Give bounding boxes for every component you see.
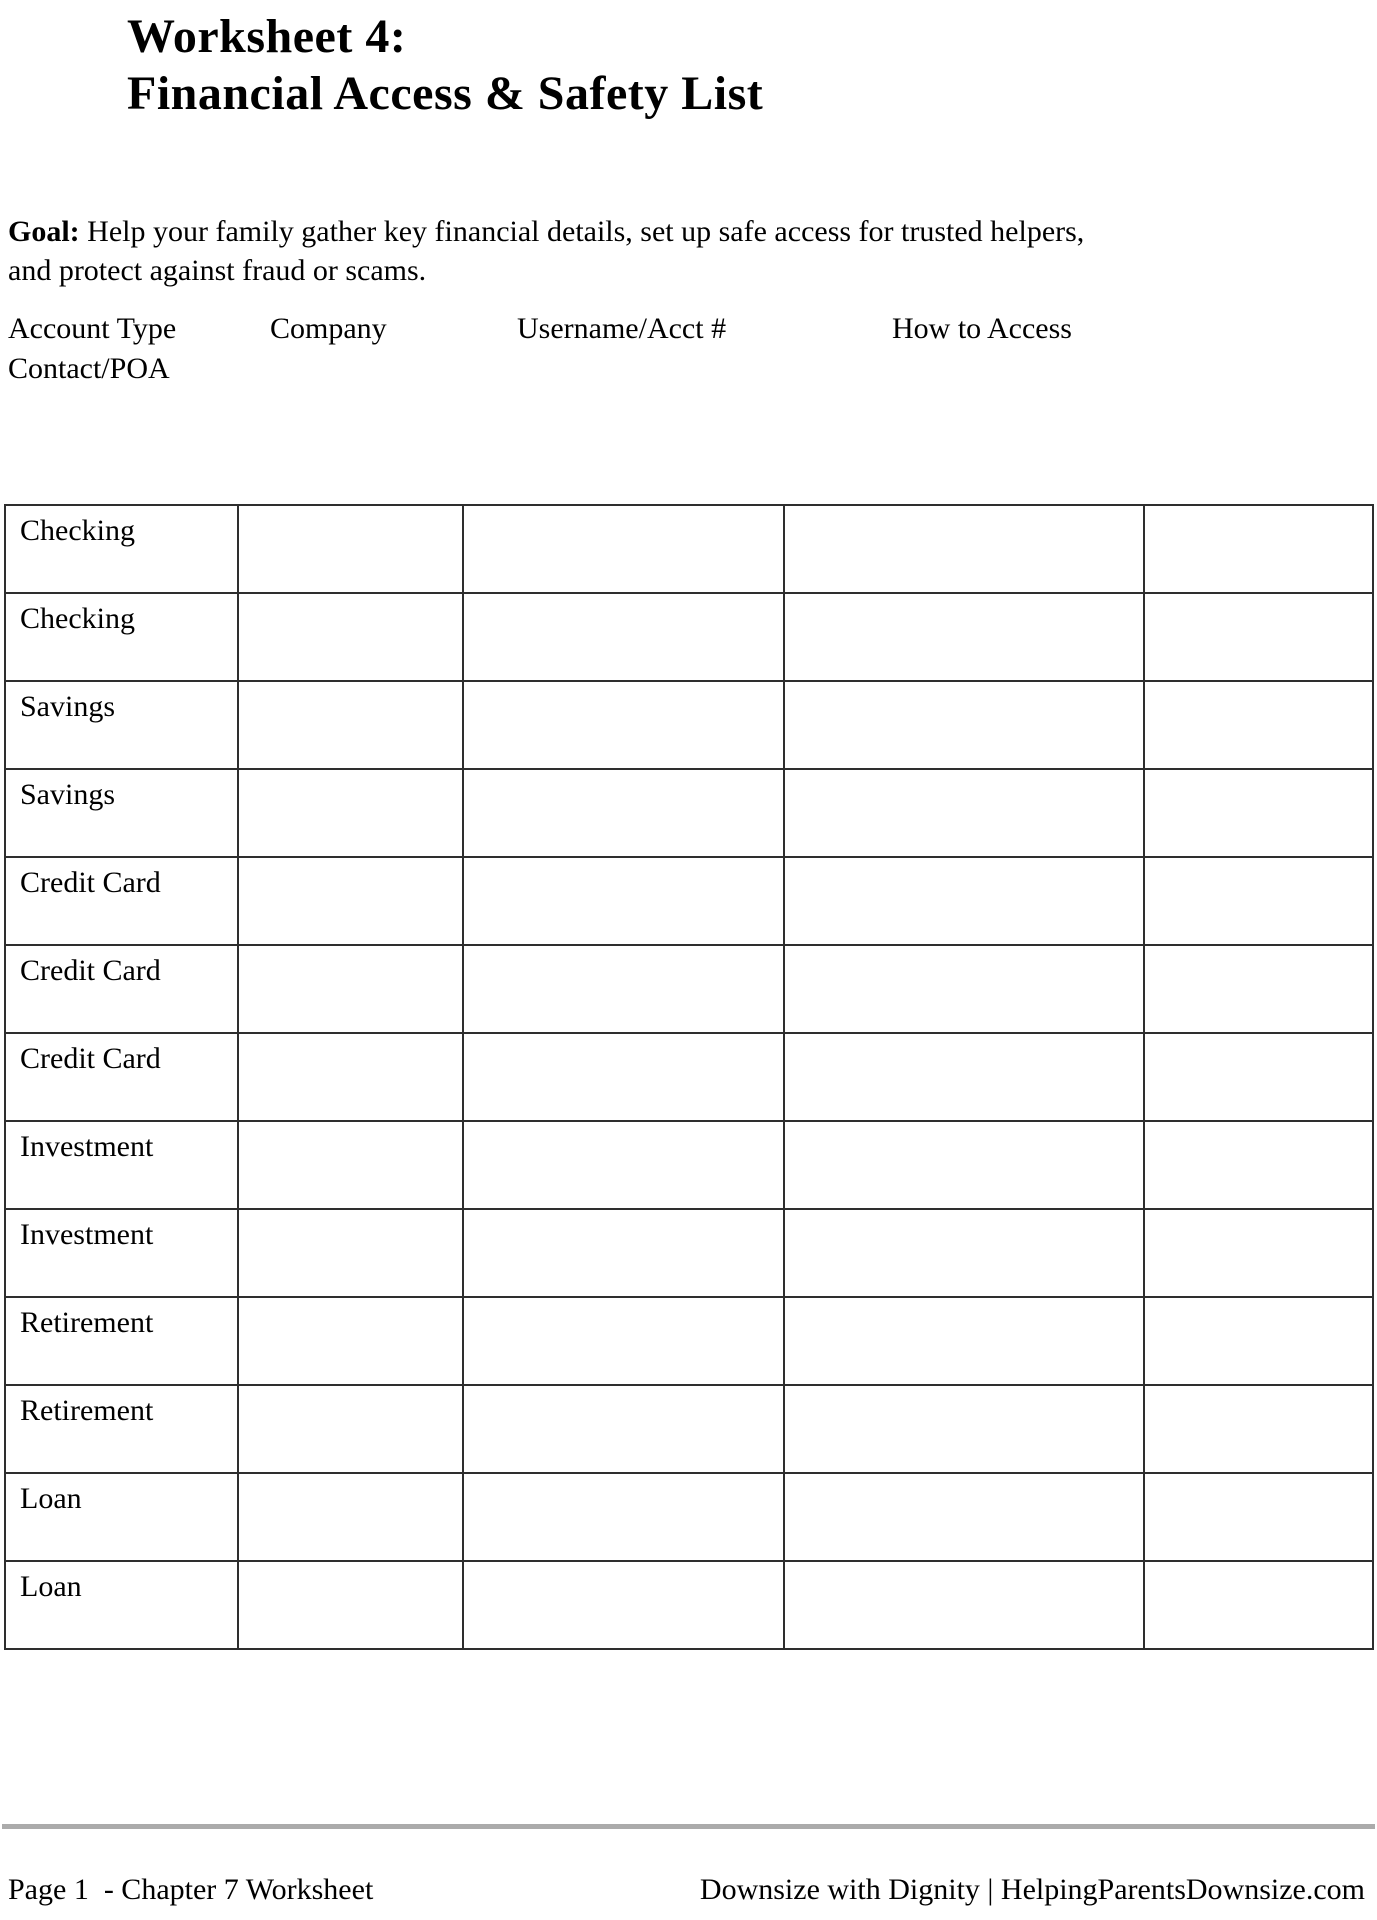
how-to-access-cell [784, 1297, 1144, 1385]
contact-poa-cell [1144, 1121, 1373, 1209]
page-title [127, 8, 763, 122]
account-type-cell: Loan [5, 1473, 238, 1561]
table-row [5, 1297, 1373, 1385]
username-acct-cell [463, 1561, 784, 1649]
account-type-cell: Credit Card [5, 857, 238, 945]
company-cell [238, 505, 463, 593]
account-type-cell: Credit Card [5, 945, 238, 1033]
username-acct-cell [463, 593, 784, 681]
goal-label: Goal: [8, 215, 80, 248]
account-type-cell: Investment [5, 1121, 238, 1209]
contact-poa-cell [1144, 857, 1373, 945]
how-to-access-cell [784, 1121, 1144, 1209]
table-row [5, 1121, 1373, 1209]
table-row [5, 857, 1373, 945]
username-acct-cell [463, 1385, 784, 1473]
company-cell [238, 681, 463, 769]
username-acct-cell [463, 1033, 784, 1121]
contact-poa-cell [1144, 505, 1373, 593]
table-row [5, 505, 1373, 593]
username-acct-cell [463, 1473, 784, 1561]
table-row [5, 1385, 1373, 1473]
username-acct-cell [463, 505, 784, 593]
company-cell [238, 945, 463, 1033]
column-header-account-type: Account Type [8, 312, 177, 345]
page-footer [8, 1870, 1365, 1910]
username-acct-cell [463, 681, 784, 769]
contact-poa-cell [1144, 593, 1373, 681]
how-to-access-cell [784, 1385, 1144, 1473]
title-line-2: Financial Access & Safety List [127, 67, 764, 120]
how-to-access-cell [784, 945, 1144, 1033]
title-line-1: Worksheet 4: [127, 10, 407, 63]
table-row [5, 1033, 1373, 1121]
column-header-company: Company [270, 312, 387, 345]
column-header-username-acct: Username/Acct # [517, 312, 727, 345]
how-to-access-cell [784, 1561, 1144, 1649]
table-row [5, 1561, 1373, 1649]
table-row [5, 681, 1373, 769]
contact-poa-cell [1144, 1209, 1373, 1297]
how-to-access-cell [784, 681, 1144, 769]
username-acct-cell [463, 1121, 784, 1209]
company-cell [238, 1297, 463, 1385]
how-to-access-cell [784, 857, 1144, 945]
contact-poa-cell [1144, 769, 1373, 857]
column-header-how-to-access: How to Access [892, 312, 1072, 345]
username-acct-cell [463, 1297, 784, 1385]
financial-accounts-table [4, 504, 1374, 1650]
company-cell [238, 769, 463, 857]
username-acct-cell [463, 769, 784, 857]
table-row [5, 945, 1373, 1033]
company-cell [238, 1561, 463, 1649]
how-to-access-cell [784, 505, 1144, 593]
account-type-cell: Savings [5, 769, 238, 857]
account-type-cell: Loan [5, 1561, 238, 1649]
column-header-contact-poa: Contact/POA [8, 352, 170, 385]
how-to-access-cell [784, 593, 1144, 681]
contact-poa-cell [1144, 681, 1373, 769]
account-type-cell: Checking [5, 505, 238, 593]
column-headers [0, 312, 1377, 394]
how-to-access-cell [784, 1473, 1144, 1561]
contact-poa-cell [1144, 945, 1373, 1033]
footer-divider [2, 1824, 1375, 1829]
contact-poa-cell [1144, 1561, 1373, 1649]
username-acct-cell [463, 1209, 784, 1297]
contact-poa-cell [1144, 1033, 1373, 1121]
account-type-cell: Retirement [5, 1297, 238, 1385]
contact-poa-cell [1144, 1385, 1373, 1473]
contact-poa-cell [1144, 1297, 1373, 1385]
how-to-access-cell [784, 1209, 1144, 1297]
how-to-access-cell [784, 769, 1144, 857]
username-acct-cell [463, 945, 784, 1033]
company-cell [238, 1033, 463, 1121]
footer-site-info: Downsize with Dignity | HelpingParentsDownsize.com [699, 1873, 1365, 1906]
footer-page-info: Page 1 - Chapter 7 Worksheet [8, 1873, 374, 1906]
account-type-cell: Credit Card [5, 1033, 238, 1121]
company-cell [238, 593, 463, 681]
company-cell [238, 857, 463, 945]
table-row [5, 769, 1373, 857]
account-type-cell: Retirement [5, 1385, 238, 1473]
account-type-cell: Savings [5, 681, 238, 769]
company-cell [238, 1209, 463, 1297]
table-row [5, 1209, 1373, 1297]
company-cell [238, 1121, 463, 1209]
table-row [5, 1473, 1373, 1561]
account-type-cell: Checking [5, 593, 238, 681]
contact-poa-cell [1144, 1473, 1373, 1561]
company-cell [238, 1385, 463, 1473]
goal-paragraph [8, 212, 1128, 290]
company-cell [238, 1473, 463, 1561]
table-row [5, 593, 1373, 681]
how-to-access-cell [784, 1033, 1144, 1121]
goal-text: Help your family gather key financial details, set up safe access for trusted helpers, and protect against fraud or scams. [8, 215, 1085, 287]
username-acct-cell [463, 857, 784, 945]
financial-accounts-table-body [5, 505, 1373, 1649]
account-type-cell: Investment [5, 1209, 238, 1297]
